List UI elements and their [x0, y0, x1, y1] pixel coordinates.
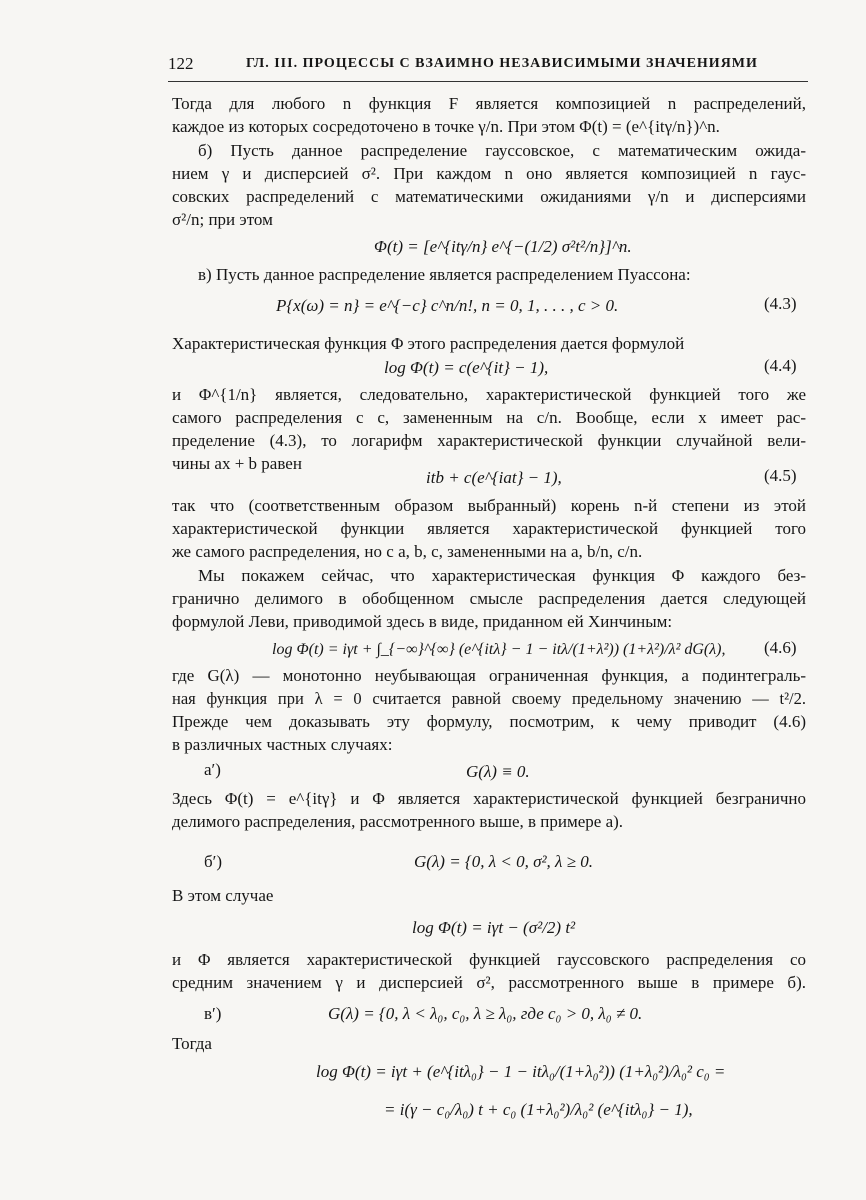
- equation: G(λ) ≡ 0.: [466, 762, 530, 781]
- equation: log Φ(t) = iγt + (e^{itλ₀} − 1 − itλ₀/(1+λ₀²)) (1+λ₀²)/λ₀² c₀ =: [316, 1062, 726, 1081]
- text-line: где G(λ) — монотонно неубывающая ограниченная функция, а подинтеграль-: [172, 666, 806, 685]
- text-line: характеристической функции является характеристической функцией того: [172, 519, 806, 538]
- text-line: формулой Леви, приводимой здесь в виде, приданном ей Хинчиным:: [172, 612, 673, 631]
- equation-number: (4.4): [764, 356, 797, 375]
- text-line: и Φ является характеристической функцией гауссовского распределения со: [172, 950, 806, 969]
- equation: G(λ) = {0, λ < 0, σ², λ ≥ 0.: [414, 852, 593, 871]
- text-line: так что (соответственным образом выбранный) корень n-й степени из этой: [172, 496, 806, 515]
- case-label: а′): [204, 760, 221, 779]
- text-line: чины ax + b равен: [172, 454, 302, 473]
- case-label: б′): [204, 852, 223, 871]
- equation: G(λ) = {0, λ < λ₀, c₀, λ ≥ λ₀, где c₀ > 0, λ₀ ≠ 0.: [328, 1004, 643, 1023]
- text-line: и Φ^{1/n} является, следовательно, характеристической функцией того же: [172, 385, 806, 404]
- chapter-title: ГЛ. III. ПРОЦЕССЫ С ВЗАИМНО НЕЗАВИСИМЫМИ ЗНАЧЕНИЯМИ: [246, 56, 758, 71]
- text-line: σ²/n; при этом: [172, 210, 273, 229]
- equation: Φ(t) = [e^{itγ/n} e^{−(1/2) σ²t²/n}]^n.: [374, 237, 632, 256]
- equation-4-4: log Φ(t) = c(e^{it} − 1),: [384, 358, 549, 377]
- text-line: Здесь Φ(t) = e^{itγ} и Φ является характеристической функцией безгранично: [172, 789, 806, 808]
- text-line: б) Пусть данное распределение гауссовское, с математическим ожида-: [198, 141, 806, 160]
- text-line: пределение (4.3), то логарифм характеристической функции случайной вели-: [172, 431, 806, 450]
- case-label: в′): [204, 1004, 222, 1023]
- equation-4-5: itb + c(e^{iat} − 1),: [426, 468, 562, 487]
- equation-number: (4.6): [764, 638, 797, 657]
- text-line: Прежде чем доказывать эту формулу, посмотрим, к чему приводит (4.6): [172, 712, 806, 731]
- text-line: каждое из которых сосредоточено в точке γ/n. При этом Φ(t) = (e^{itγ/n})^n.: [172, 117, 720, 136]
- equation: = i(γ − c₀/λ₀) t + c₀ (1+λ₀²)/λ₀² (e^{itλ₀} − 1),: [384, 1100, 693, 1119]
- equation: log Φ(t) = iγt − (σ²/2) t²: [412, 918, 576, 937]
- text-line: совских распределений с математическими ожиданиями γ/n и дисперсиями: [172, 187, 806, 206]
- text-line: ная функция при λ = 0 считается равной своему предельному значению — t²/2.: [172, 689, 806, 708]
- text-line: гранично делимого в обобщенном смысле распределения дается следующей: [172, 589, 806, 608]
- header-rule: [168, 81, 808, 82]
- text-line: нием γ и дисперсией σ². При каждом n оно является композицией n гаус-: [172, 164, 806, 183]
- text-line: Тогда для любого n функция F является композицией n распределений,: [172, 94, 806, 113]
- text-line: Мы покажем сейчас, что характеристическая функция Φ каждого без-: [198, 566, 806, 585]
- text-line: В этом случае: [172, 886, 274, 905]
- equation-4-6: log Φ(t) = iγt + ∫_{−∞}^{∞} (e^{itλ} − 1 − itλ/(1+λ²)) (1+λ²)/λ² dG(λ),: [272, 641, 726, 658]
- text-line: же самого распределения, но с a, b, c, замененными на a, b/n, c/n.: [172, 542, 643, 561]
- text-line: средним значением γ и дисперсией σ², рассмотренного выше в примере б).: [172, 973, 806, 992]
- page-number: 122: [168, 54, 194, 73]
- equation-number: (4.5): [764, 466, 797, 485]
- text-line: Характеристическая функция Φ этого распределения дается формулой: [172, 334, 685, 353]
- text-line: самого распределения с c, замененным на c/n. Вообще, если x имеет рас-: [172, 408, 806, 427]
- text-line: в) Пусть данное распределение является распределением Пуассона:: [198, 265, 691, 284]
- equation-number: (4.3): [764, 294, 797, 313]
- equation-4-3: P{x(ω) = n} = e^{−c} c^n/n!, n = 0, 1, . . . , c > 0.: [276, 296, 619, 315]
- text-line: в различных частных случаях:: [172, 735, 393, 754]
- text-line: делимого распределения, рассмотренного выше, в примере а).: [172, 812, 624, 831]
- text-line: Тогда: [172, 1034, 212, 1053]
